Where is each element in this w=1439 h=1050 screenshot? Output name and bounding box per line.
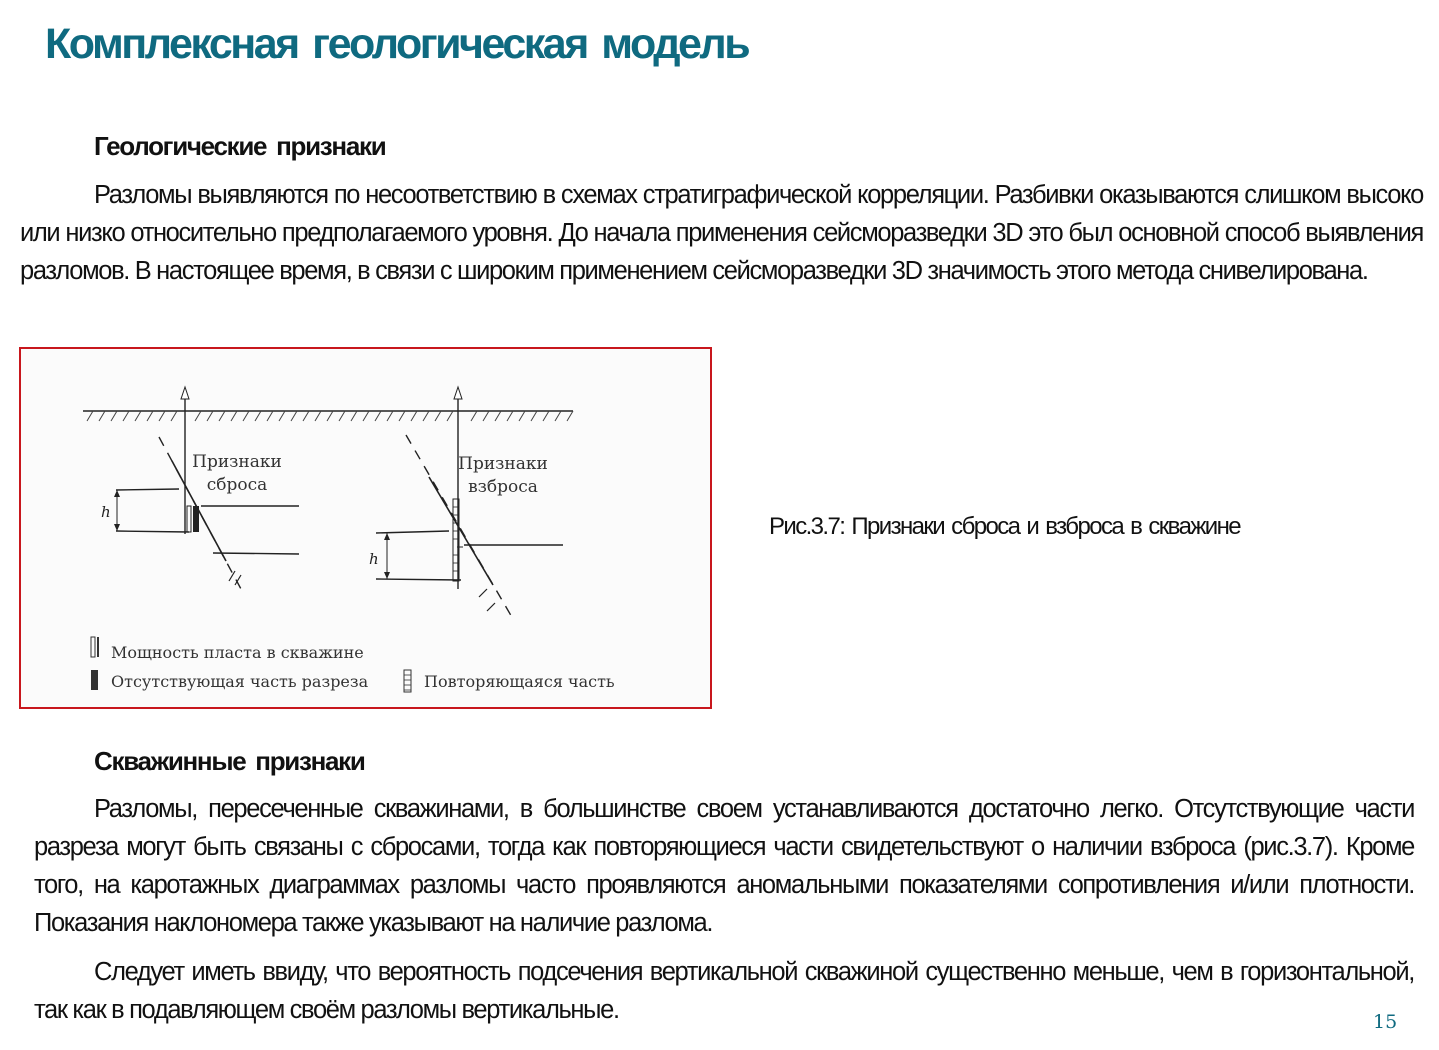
paragraph-geological-text: Разломы выявляются по несоответствию в схемах стратиграфической корреляции. Разбивки оказываются слишком высоко или низко относительно предполагаемого уровня. До начала применения сейсморазведки 3D это был основной способ выявления разломов. В настоящее время, в связи с широким применением сейсморазведки 3D значимость этого метода снивелирована.: [20, 181, 1423, 285]
section-heading-geological: Геологические признаки: [94, 131, 386, 161]
paragraph-well-1: [34, 790, 1414, 942]
paragraph-geological: [20, 176, 1423, 290]
figure-legend: [91, 637, 615, 692]
label-reverse-fault-line2: взброса: [468, 477, 538, 497]
reverse-fault-diagram: [369, 387, 563, 619]
legend-missing: Отсутствующая часть разреза: [111, 672, 369, 691]
fault-diagram: [21, 349, 710, 707]
label-normal-fault-line1: Признаки: [192, 452, 282, 472]
paragraph-well-1-text: Разломы, пересеченные скважинами, в большинстве своем устанавливаются достаточно легко. Отсутствующие части разреза могут быть связаны с сбросами, тогда как повторяющиеся части свидетельствуют о наличии взброса (рис.3.7). Кроме того, на каротажных диаграммах разломы часто проявляются аномальными показателями сопротивления и/или плотности. Показания наклономера также указывают на наличие разлома.: [34, 795, 1414, 937]
legend-repeated: Повторяющаяся часть: [424, 672, 615, 691]
fault-signs-figure: [19, 347, 712, 709]
paragraph-well-2-text: Следует иметь ввиду, что вероятность подсечения вертикальной скважиной существенно меньше, чем в горизонтальной, так как в подавляющем своём разломы вертикальные.: [34, 958, 1414, 1024]
page-number: 15: [1373, 1011, 1398, 1033]
label-normal-fault-line2: сброса: [206, 475, 268, 495]
section-heading-well: Скважинные признаки: [94, 746, 365, 776]
label-reverse-fault-line1: Признаки: [458, 454, 548, 474]
h-label-right: h: [369, 550, 379, 568]
figure-caption: Рис.3.7: Признаки сброса и взброса в скважине: [769, 513, 1240, 540]
paragraph-well-2: [34, 953, 1414, 1029]
slide-title: Комплексная геологическая модель: [45, 20, 749, 68]
legend-thickness: Мощность пласта в скважине: [111, 643, 364, 662]
h-label-left: h: [101, 503, 111, 521]
